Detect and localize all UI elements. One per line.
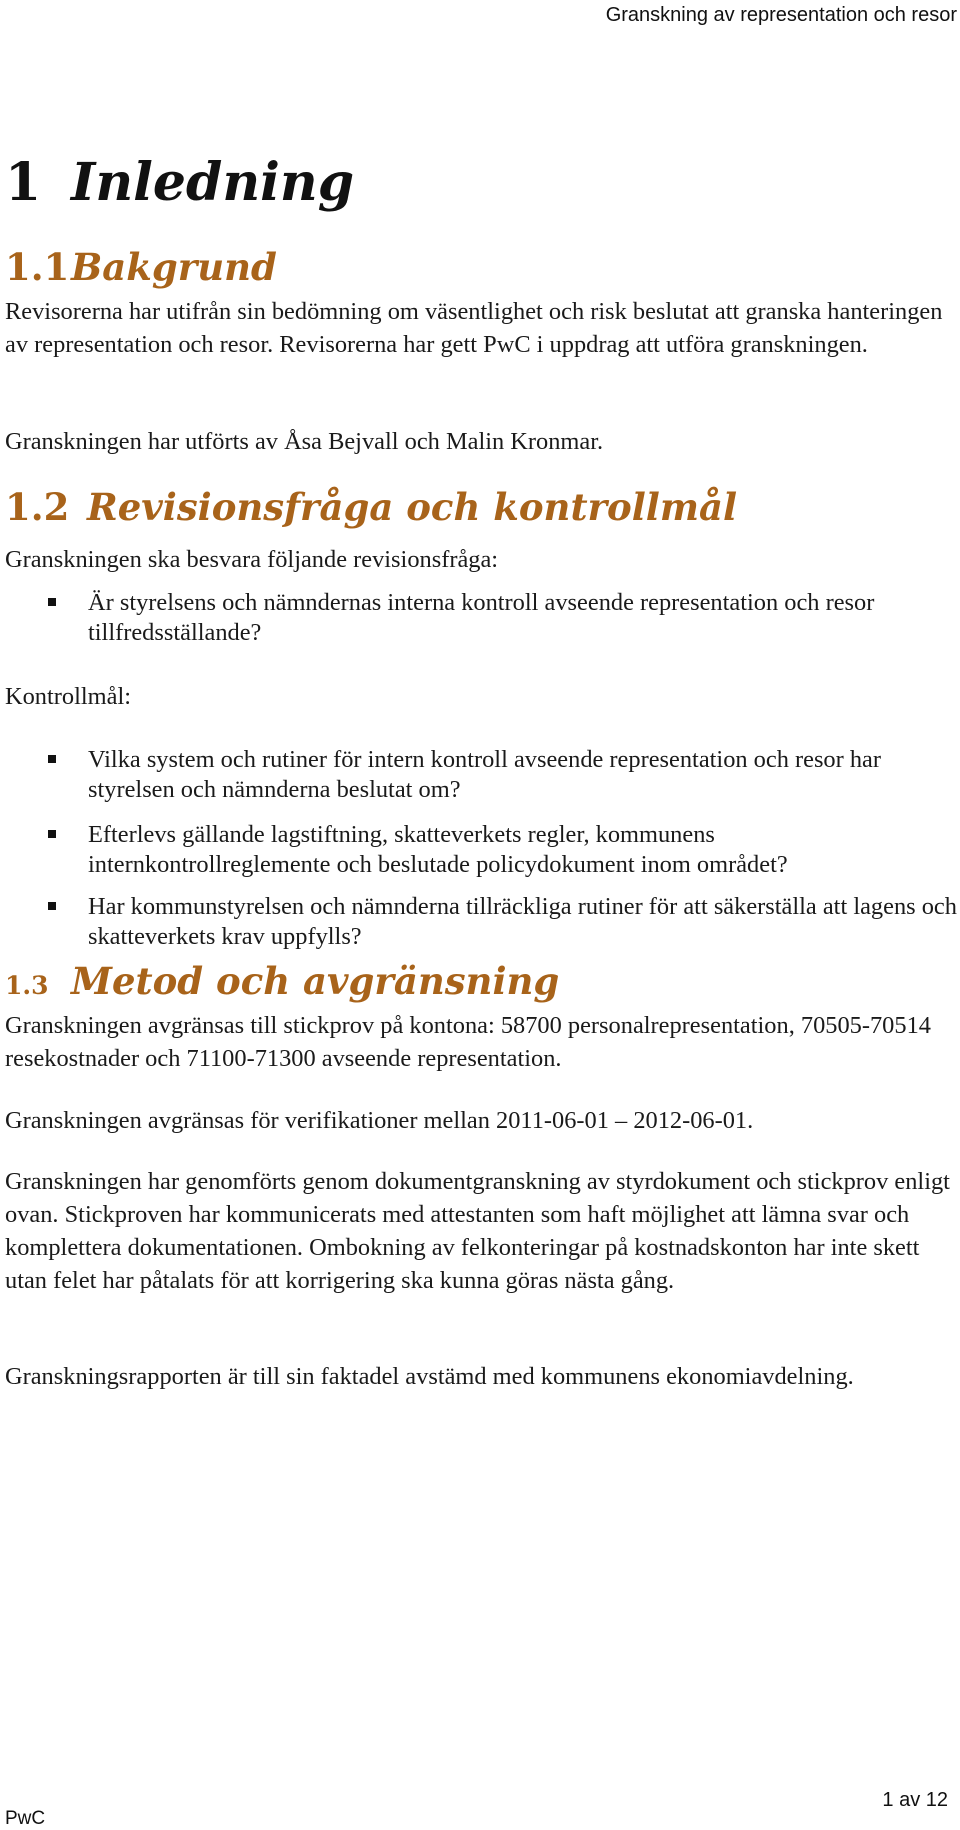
footer-brand: PwC [5, 1808, 46, 1829]
paragraph-auditors: Granskningen har utförts av Åsa Bejvall och Malin Kronmar. [5, 428, 604, 455]
list-item-text: Har kommunstyrelsen och nämnderna tillräckliga rutiner för att säkerställa att lagens och skatteverkets krav uppfylls? [88, 893, 957, 950]
section-title: Revisionsfråga och kontrollmål [87, 485, 738, 529]
chapter-number: 1 [5, 152, 42, 213]
paragraph-scope-period: Granskningen avgränsas för verifikationer mellan 2011-06-01 – 2012-06-01. [5, 1107, 754, 1134]
running-header: Granskning av representation och resor [605, 4, 957, 26]
chapter-title: Inledning [71, 152, 355, 213]
paragraph-method: Granskningen har genomförts genom dokumentgranskning av styrdokument och stickprov enligt ovan. Stickproven har kommunicerats med attestanten som haft möjlighet att lämna svar och komplettera dokumentationen. Ombokning av felkonteringar på kostnadskonton har inte skett utan felet har påtalats för att korrigering ska kunna göras nästa gång. [5, 1168, 950, 1294]
control-goals-label: Kontrollmål: [5, 683, 132, 710]
list-item-text: Vilka system och rutiner för intern kontroll avseende representation och resor har styrelsen och nämnderna beslutat om? [88, 746, 881, 803]
list-item-text: Efterlevs gällande lagstiftning, skatteverkets regler, kommunens internkontrollreglemente och beslutade policydokument inom området? [88, 821, 788, 878]
chapter-heading [5, 152, 355, 213]
section-title: Bakgrund [71, 245, 277, 289]
list-item-text: Är styrelsens och nämndernas interna kontroll avseende representation och resor tillfredsställande? [88, 589, 875, 646]
section-number: 1.1 [5, 245, 70, 289]
bullet-square-icon [48, 598, 56, 606]
paragraph-background: Revisorerna har utifrån sin bedömning om väsentlighet och risk beslutat att granska hanteringen av representation och resor. Revisorerna har gett PwC i uppdrag att utföra granskningen. [5, 298, 943, 358]
bullet-square-icon [48, 902, 56, 910]
paragraph-question-intro: Granskningen ska besvara följande revisionsfråga: [5, 546, 499, 573]
section-number: 1.2 [5, 485, 70, 529]
paragraph-verification: Granskningsrapporten är till sin faktadel avstämd med kommunens ekonomiavdelning. [5, 1363, 854, 1390]
section-heading-1-3 [5, 959, 560, 1003]
paragraph-scope-accounts: Granskningen avgränsas till stickprov på kontona: 58700 personalrepresentation, 70505-70514 resekostnader och 71100-71300 avseende representation. [5, 1012, 931, 1072]
section-heading-1-1 [5, 245, 277, 289]
bullet-square-icon [48, 755, 56, 763]
section-title: Metod och avgränsning [71, 959, 560, 1003]
page-number: 1 av 12 [882, 1789, 948, 1811]
section-heading-1-2 [5, 485, 738, 529]
section-number: 1.3 [5, 971, 49, 1000]
bullet-square-icon [48, 830, 56, 838]
